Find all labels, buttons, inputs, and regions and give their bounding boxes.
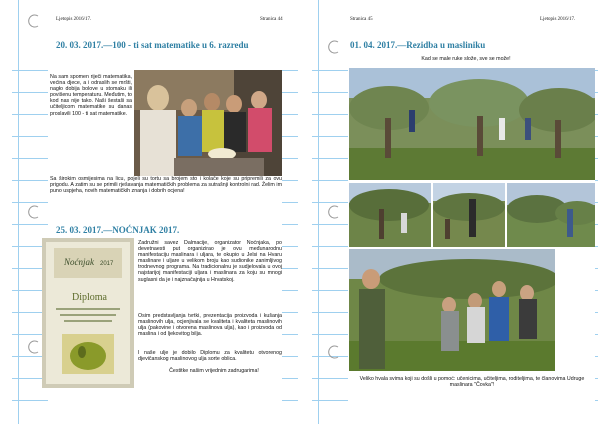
diploma-word-text: Diploma (72, 292, 107, 303)
binder-ring-icon (328, 345, 342, 359)
header-page-number: Stranica 45 (350, 17, 373, 22)
article-title: 25. 03. 2017.—NOĆNJAK 2017. (56, 225, 180, 235)
right-page (312, 0, 598, 424)
diploma-photo (42, 238, 134, 388)
ruled-line (595, 202, 598, 203)
photo-caption: Veliko hvala svima koji su došli u pomoć: učenicima, učiteljima, roditeljima, te članovima Udruge maslinara "Čovka"! (359, 376, 585, 389)
pruning-photo (507, 183, 595, 247)
ruled-line (282, 202, 298, 203)
ruled-line (282, 246, 298, 247)
header-title: Ljetopis 2016/17. (56, 17, 92, 22)
binder-ring-icon (28, 205, 42, 219)
class-photo (134, 70, 282, 176)
ruled-line (282, 356, 298, 357)
ruled-line (282, 92, 298, 93)
ruled-line (595, 224, 598, 225)
article-title: 20. 03. 2017.—100 - ti sat matematike u 6. razredu (56, 40, 249, 50)
ruled-line (595, 356, 598, 357)
article-paragraph: Na sam spomen riječi matematika, većina djece, a i odraslih se mršti, nagło dobija bolove u stomaku ili povišenu temperaturu. Međutim, to kod nas nije tako. Naši šestaši sa učiteljicom matematike su danas proslavili 100 - ti sat matematike. (50, 74, 132, 117)
ruled-line (595, 158, 598, 159)
ruled-line (282, 158, 298, 159)
binder-ring-icon (328, 40, 342, 54)
ruled-line (595, 290, 598, 291)
binder-ring-icon (28, 14, 42, 28)
ruled-line (282, 136, 298, 137)
ruled-line (595, 400, 598, 401)
ruled-line (595, 246, 598, 247)
left-page (12, 0, 298, 424)
article-subtitle: Kad se male ruke slože, sve se može! (421, 56, 511, 62)
group-photo (349, 249, 555, 371)
olive-grove-photo (349, 68, 595, 180)
ruled-line (595, 180, 598, 181)
ruled-line (282, 180, 298, 181)
margin-line (318, 0, 319, 424)
ruled-line (282, 290, 298, 291)
ruled-line (595, 92, 598, 93)
article-closing: Čestitke našim vrijednim zadrugarima! (169, 368, 259, 374)
ruled-line (282, 334, 298, 335)
ruled-line (595, 334, 598, 335)
article-title: 01. 04. 2017.—Rezidba u masliniku (350, 40, 486, 50)
ruled-line (595, 312, 598, 313)
binder-ring-icon (28, 340, 42, 354)
diploma-brand-text: Noćnjak (64, 257, 94, 267)
ruled-line (282, 400, 298, 401)
article-paragraph: Osim predstavljanja tvrtki, prezentacija proizvoda i kušanja maslinovih ulja, ocjenjivala se kvaliteta i kvaliteta maslinovih ulja (pakovine i otvorena maslinova ulja), kao i proizvoda od maslina i od ljekovitog bilja. (138, 313, 282, 338)
ruled-line (595, 70, 598, 71)
article-paragraph: I naše ulje je dobilo Diplomu za kvalitetu otvorenog djevičanskog maslinovog ulja sorte oblica. (138, 350, 282, 363)
diploma-year-text: 2017 (100, 261, 114, 267)
header-page-number: Stranica 44 (260, 17, 283, 22)
article-paragraph: Sa širokim osmijesima na licu, pojeli su tortu sa brojem sto i kolače koje su pripremili za ovu prigodu. A zatim su se primili rješavanja matematičkih problema za sutrašnji kontrolni rad. Želim im puno uspjeha, novih matematičkih znanja i dobrih ocjena! (50, 176, 282, 195)
ruled-line (282, 378, 298, 379)
ruled-line (282, 312, 298, 313)
ruled-line (282, 224, 298, 225)
pruning-photo (433, 183, 505, 247)
ruled-line (282, 268, 298, 269)
ruled-line (282, 114, 298, 115)
header-title: Ljetopis 2016/17. (540, 17, 576, 22)
ruled-line (595, 114, 598, 115)
pruning-photo (349, 183, 431, 247)
ruled-line (595, 268, 598, 269)
binder-ring-icon (328, 205, 342, 219)
ruled-line (282, 70, 298, 71)
article-paragraph: Zadružni savez Dalmacije, organizator Noćnjaka, po devetnaesti put organizirao je ovu međunarodnu manifestaciju maslinara i uljara, te okupio u Jelsi na Hvaru maslinare i uljare u velikom broju kao sudionike zanimljivog trodnevnog programa. Na tradicionalnu je sudjelovala u ovoj najstarijoj manifestaciji uljara i maslinara za koju su mnogi suglasni da je i najznačajnija u Hrvatskoj. (138, 240, 282, 283)
margin-line (18, 0, 19, 424)
ruled-line (595, 136, 598, 137)
ruled-line (595, 378, 598, 379)
